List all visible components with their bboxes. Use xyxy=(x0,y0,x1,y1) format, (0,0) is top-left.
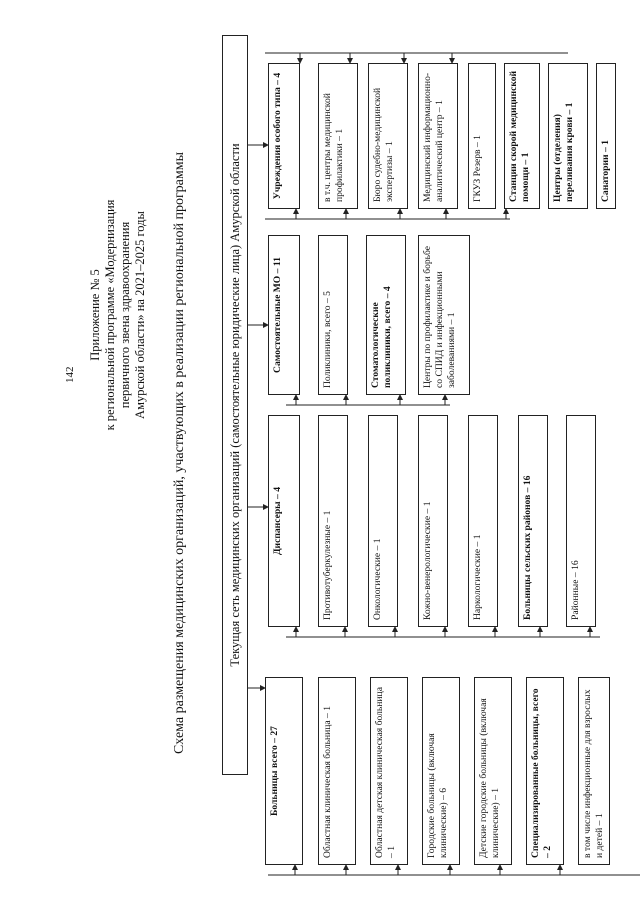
header-line-4: Амурской области» на 2021–2025 годы xyxy=(133,211,147,419)
header-line-1: Приложение № 5 xyxy=(88,269,102,361)
dispensaries-head: Диспансеры – 4 xyxy=(268,415,300,627)
dispensary-item-1: Противотуберкулезные – 1 xyxy=(318,415,348,627)
hospital-item-3: Городские больницы (включая клинические) – 6 xyxy=(422,677,460,865)
dispensary-item-4: Наркологические – 1 xyxy=(468,415,498,627)
header-line-2: к региональной программе «Модернизация xyxy=(103,199,117,431)
special-item-1: в т.ч. центры медицинской профилактики – 1 xyxy=(318,63,358,209)
hospitals-head: Больницы всего – 27 xyxy=(265,677,303,865)
independent-item-2: Стоматологические поликлиники, всего – 4 xyxy=(366,235,406,395)
special-extra-3: Санатории – 1 xyxy=(596,63,616,209)
network-box: Текущая сеть медицинских организаций (самостоятельные юридические лица) Амурской области xyxy=(222,35,248,775)
diagram-title: Схема размещения медицинских организаций, участвующих в реализации региональной программы xyxy=(172,151,187,755)
special-extra-1: Станции скорой медицинской помощи – 1 xyxy=(504,63,540,209)
dispensary-item-2: Онкологические – 1 xyxy=(368,415,398,627)
special-item-3: Медицинский информационно-аналитический центр – 1 xyxy=(418,63,458,209)
page-number: 142 xyxy=(64,366,76,383)
specialized-item-1: в том числе инфекционные для взрослых и детей – 1 xyxy=(578,677,610,865)
special-extra-2: Центры (отделения) переливания крови – 1 xyxy=(548,63,588,209)
special-item-4: ГКУЗ Резерв – 1 xyxy=(468,63,496,209)
header-line-3: первичного звена здравоохранения xyxy=(118,221,132,409)
rural-item-1: Районные – 16 xyxy=(566,415,596,627)
independent-item-1: Поликлиники, всего – 5 xyxy=(318,235,348,395)
hospital-item-4: Детские городские больницы (включая клинические) – 1 xyxy=(474,677,512,865)
independent-head: Самостоятельные МО – 11 xyxy=(268,235,300,395)
special-item-2: Бюро судебно-медицинской экспертизы – 1 xyxy=(368,63,408,209)
dispensary-item-3: Кожно-венерологические – 1 xyxy=(418,415,448,627)
rural-hospitals-head: Больницы сельских районов – 16 xyxy=(518,415,548,627)
special-head: Учреждения особого типа – 4 xyxy=(268,63,300,209)
independent-item-3: Центры по профилактике и борьбе со СПИД и инфекционными заболеваниями – 1 xyxy=(418,235,470,395)
hospital-item-2: Областная детская клиническая больница – 1 xyxy=(370,677,408,865)
specialized-hospitals-head: Специализированные больницы, всего – 2 xyxy=(526,677,564,865)
hospital-item-1: Областная клиническая больница – 1 xyxy=(318,677,356,865)
